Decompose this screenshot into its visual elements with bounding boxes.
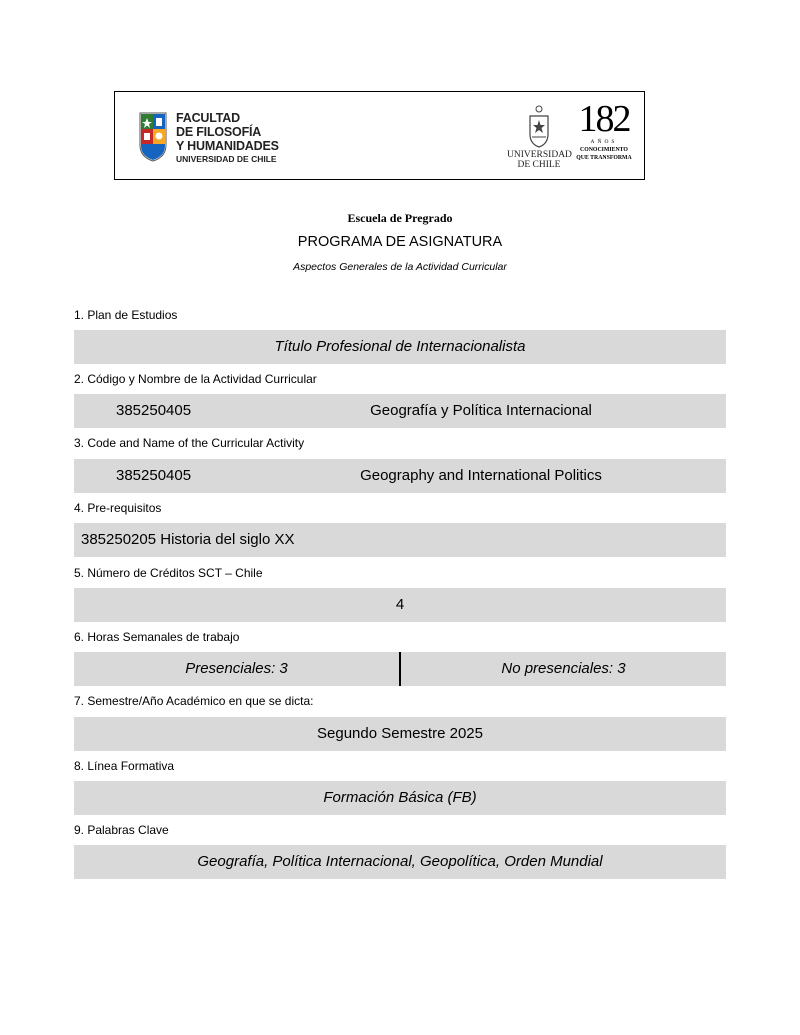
faculty-wordmark xyxy=(176,111,279,165)
section-6-no-presencial: No presenciales: 3 xyxy=(501,660,626,677)
section-3-name: Geography and International Politics xyxy=(360,467,602,484)
anniversary-logo xyxy=(573,100,635,172)
section-2-bar xyxy=(74,394,726,428)
section-6-presencial: Presenciales: 3 xyxy=(185,660,288,677)
section-3-label: 3. Code and Name of the Curricular Activity xyxy=(74,436,305,450)
section-9-value: Geografía, Política Internacional, Geopolítica, Orden Mundial xyxy=(74,845,726,879)
section-3-bar xyxy=(74,459,726,493)
faculty-crest-icon xyxy=(136,111,170,163)
uchile-seal-icon xyxy=(527,104,551,148)
section-6-bar xyxy=(74,652,726,686)
faculty-line4: UNIVERSIDAD DE CHILE xyxy=(176,154,277,164)
anniversary-years: AÑOS xyxy=(590,139,618,145)
section-3-code: 385250405 xyxy=(116,467,192,484)
uchile-line1: UNIVERSIDAD xyxy=(507,150,572,160)
section-5-value: 4 xyxy=(74,588,726,622)
section-1-value: Título Profesional de Internacionalista xyxy=(74,330,726,364)
school-name: Escuela de Pregrado xyxy=(347,211,453,225)
section-2-label: 2. Código y Nombre de la Actividad Curricular xyxy=(74,372,317,386)
faculty-line2: DE FILOSOFÍA xyxy=(176,125,262,139)
section-4-value: 385250205 Historia del siglo XX xyxy=(74,523,726,557)
section-2-code: 385250405 xyxy=(116,402,192,419)
header-logos xyxy=(114,91,645,180)
anniversary-number: 182 xyxy=(578,98,630,140)
section-2-name: Geografía y Política Internacional xyxy=(370,402,592,419)
section-7-label: 7. Semestre/Año Académico en que se dicta: xyxy=(74,694,314,708)
section-6-label: 6. Horas Semanales de trabajo xyxy=(74,630,240,644)
section-8-label: 8. Línea Formativa xyxy=(74,759,175,773)
section-9-label: 9. Palabras Clave xyxy=(74,823,169,837)
program-title: PROGRAMA DE ASIGNATURA xyxy=(297,234,503,250)
program-subtitle: Aspectos Generales de la Actividad Curricular xyxy=(293,261,507,273)
faculty-line1: FACULTAD xyxy=(176,111,240,125)
section-1-label: 1. Plan de Estudios xyxy=(74,308,178,322)
anniversary-motto1: CONOCIMIENTO xyxy=(580,147,628,153)
section-7-value: Segundo Semestre 2025 xyxy=(74,717,726,751)
faculty-line3: Y HUMANIDADES xyxy=(176,139,279,153)
section-8-value: Formación Básica (FB) xyxy=(74,781,726,815)
uchile-logo xyxy=(507,104,571,174)
uchile-line2: DE CHILE xyxy=(517,160,561,170)
anniversary-motto2: QUE TRANSFORMA xyxy=(576,155,632,161)
section-4-label: 4. Pre-requisitos xyxy=(74,501,162,515)
section-5-label: 5. Número de Créditos SCT – Chile xyxy=(74,566,263,580)
